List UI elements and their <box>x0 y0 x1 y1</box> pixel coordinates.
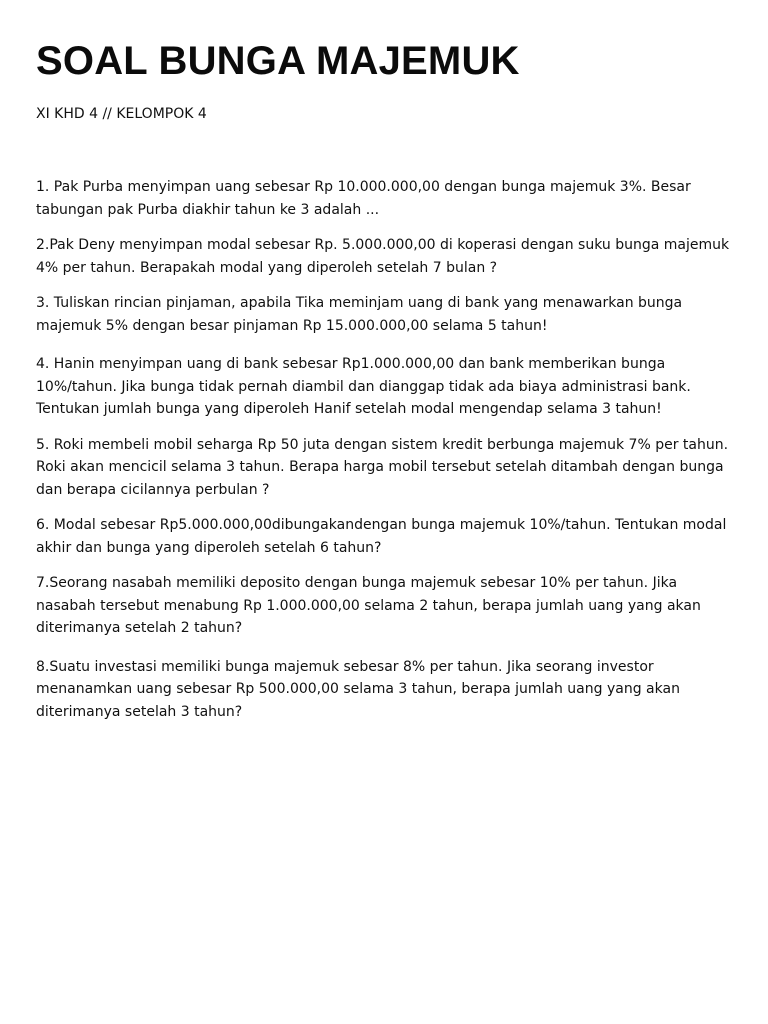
page-title: SOAL BUNGA MAJEMUK <box>36 39 520 83</box>
question-8: 8.Suatu investasi memiliki bunga majemuk sebesar 8% per tahun. Jika seorang investor menanamkan uang sebesar Rp 500.000,00 selama 3 tahun, berapa jumlah uang yang akan diterimanya setelah 3 tahun? <box>36 658 680 720</box>
question-1: 1. Pak Purba menyimpan uang sebesar Rp 10.000.000,00 dengan bunga majemuk 3%. Besar tabungan pak Purba diakhir tahun ke 3 adalah ... <box>36 179 691 218</box>
question-5: 5. Roki membeli mobil seharga Rp 50 juta dengan sistem kredit berbunga majemuk 7% per tahun. Roki akan mencicil selama 3 tahun. Berapa harga mobil tersebut setelah ditambah dengan bunga dan berapa cicilannya perbulan ? <box>36 436 729 498</box>
question-6: 6. Modal sebesar Rp5.000.000,00dibungakandengan bunga majemuk 10%/tahun. Tentukan modal akhir dan bunga yang diperoleh setelah 6 tahun? <box>36 517 727 556</box>
question-list <box>36 176 736 723</box>
question-4: 4. Hanin menyimpan uang di bank sebesar Rp1.000.000,00 dan bank memberikan bunga 10%/tahun. Jika bunga tidak pernah diambil dan dianggap tidak ada biaya administrasi bank. Tentukan jumlah bunga yang diperoleh Hanif setelah modal mengendap selama 3 tahun! <box>36 356 691 417</box>
question-7: 7.Seorang nasabah memiliki deposito dengan bunga majemuk sebesar 10% per tahun. Jika nasabah tersebut menabung Rp 1.000.000,00 selama 2 tahun, berapa jumlah uang yang akan diterimanya setelah 2 tahun? <box>36 575 701 636</box>
document-page <box>36 38 736 736</box>
question-2: 2.Pak Deny menyimpan modal sebesar Rp. 5.000.000,00 di koperasi dengan suku bunga majemuk 4% per tahun. Berapakah modal yang diperoleh setelah 7 bulan ? <box>36 237 730 276</box>
page-subtitle: XI KHD 4 // KELOMPOK 4 <box>36 106 207 122</box>
question-3: 3. Tuliskan rincian pinjaman, apabila Tika meminjam uang di bank yang menawarkan bunga majemuk 5% dengan besar pinjaman Rp 15.000.000,00 selama 5 tahun! <box>36 295 683 334</box>
